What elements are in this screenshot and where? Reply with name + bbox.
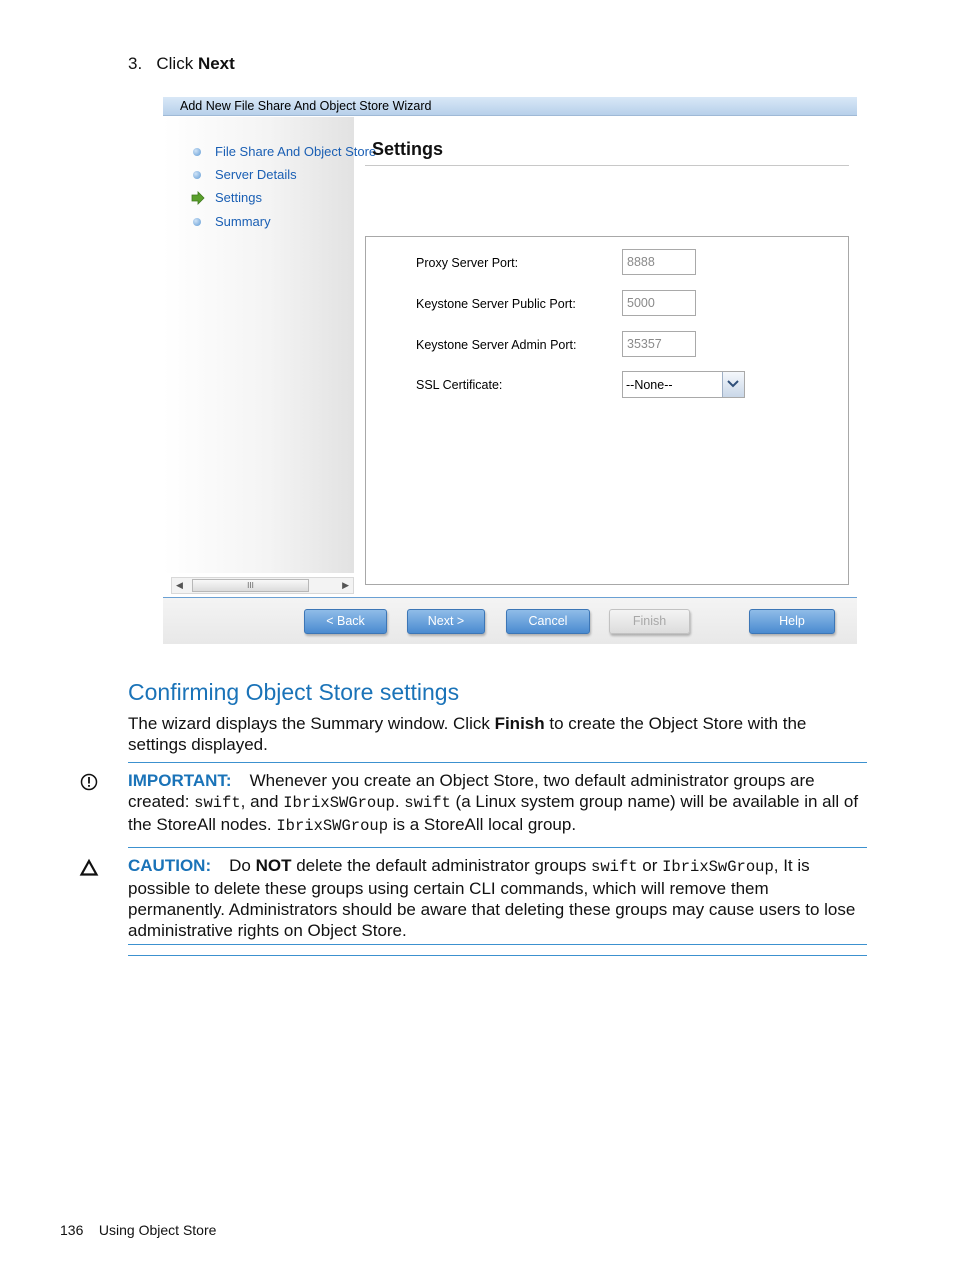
step-instruction — [128, 54, 235, 74]
note-text: . — [394, 792, 405, 811]
keystone-public-port-input[interactable]: 5000 — [622, 290, 696, 316]
ssl-certificate-value: --None-- — [626, 378, 673, 392]
divider — [128, 847, 867, 848]
divider — [128, 762, 867, 763]
code-text: swift — [591, 858, 638, 876]
keystone-public-port-label: Keystone Server Public Port: — [416, 297, 576, 311]
important-note — [128, 770, 868, 837]
note-text: or — [637, 856, 663, 875]
nav-item-label: File Share And Object Store — [215, 144, 377, 159]
nav-item-label: Server Details — [215, 167, 297, 182]
note-text: delete the default administrator groups — [291, 856, 592, 875]
divider — [128, 955, 867, 956]
wizard-button-bar — [163, 597, 857, 644]
intro-text-end: to create the Object Store with the settings displayed. — [128, 714, 807, 754]
code-text: IbrixSWGroup — [283, 794, 395, 812]
step-action: Next — [197, 54, 235, 73]
nav-item-label: Settings — [215, 190, 262, 205]
important-icon — [80, 773, 98, 791]
code-text: swift — [404, 794, 451, 812]
finish-button[interactable]: Finish — [609, 609, 690, 634]
bullet-icon — [193, 148, 201, 156]
caution-label: CAUTION: — [128, 856, 212, 875]
proxy-port-input[interactable]: 8888 — [622, 249, 696, 275]
horizontal-scrollbar[interactable] — [171, 577, 354, 594]
important-label: IMPORTANT: — [128, 771, 232, 790]
note-text: (a Linux system group name) will be available in all of the StoreAll nodes. — [128, 792, 859, 834]
help-button[interactable]: Help — [749, 609, 835, 634]
section-intro — [128, 713, 868, 755]
bullet-icon — [193, 171, 201, 179]
keystone-admin-port-input[interactable]: 35357 — [622, 331, 696, 357]
wizard-window — [163, 97, 857, 643]
caution-note — [128, 855, 868, 941]
note-text: is a StoreAll local group. — [388, 815, 577, 834]
panel-title-divider — [365, 165, 849, 166]
wizard-title: Add New File Share And Object Store Wizard — [163, 97, 857, 116]
note-text: , and — [240, 792, 284, 811]
wizard-step-nav — [163, 117, 377, 573]
section-heading: Confirming Object Store settings — [128, 679, 460, 705]
green-arrow-icon — [191, 191, 205, 205]
divider — [128, 944, 867, 945]
caution-icon — [80, 859, 98, 877]
page-footer — [60, 1222, 216, 1238]
ssl-certificate-label: SSL Certificate: — [416, 378, 503, 392]
bullet-icon — [193, 218, 201, 226]
next-button[interactable]: Next > — [407, 609, 485, 634]
scroll-left-icon[interactable]: ◀ — [176, 580, 183, 590]
code-text: IbrixSWGroup — [276, 817, 388, 835]
settings-form — [365, 236, 849, 585]
panel-title: Settings — [372, 139, 444, 159]
note-bold: NOT — [255, 856, 292, 875]
cancel-button[interactable]: Cancel — [506, 609, 590, 634]
code-text: IbrixSwGroup — [662, 858, 774, 876]
code-text: swift — [194, 794, 241, 812]
page-number: 136 — [60, 1222, 84, 1238]
step-number: 3. — [128, 54, 143, 73]
ssl-certificate-select[interactable] — [622, 371, 745, 398]
footer-section: Using Object Store — [98, 1222, 217, 1238]
note-text: Do — [229, 856, 256, 875]
chevron-down-icon[interactable] — [722, 372, 744, 397]
scroll-thumb[interactable]: III — [192, 579, 309, 592]
keystone-admin-port-label: Keystone Server Admin Port: — [416, 338, 577, 352]
intro-bold: Finish — [494, 714, 545, 733]
scroll-right-icon[interactable]: ▶ — [342, 580, 349, 590]
proxy-port-label: Proxy Server Port: — [416, 256, 519, 270]
note-text: Whenever you create an Object Store, two default administrator groups are created: — [128, 771, 815, 811]
nav-item-label: Summary — [215, 214, 271, 229]
intro-text: The wizard displays the Summary window. Click — [128, 714, 495, 733]
step-text: Click — [156, 54, 194, 73]
back-button[interactable]: < Back — [304, 609, 387, 634]
note-text: , It is possible to delete these groups using certain CLI commands, which will remove them permanently. Administrators should be aware that deleting these groups may cause users to lose administrative rights on Object Store. — [128, 856, 856, 940]
